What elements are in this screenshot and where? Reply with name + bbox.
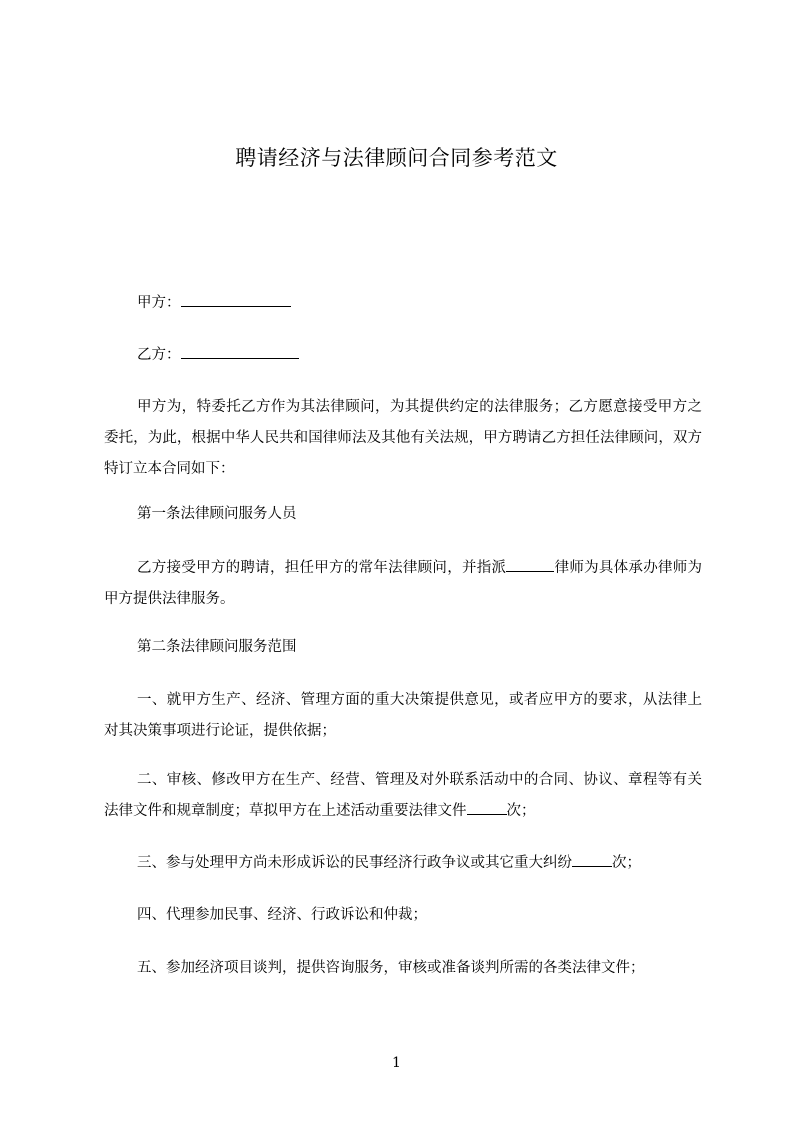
article2-item-2: [104, 765, 702, 827]
party-a-label: 甲方：: [137, 295, 181, 311]
article1-text-before: 乙方接受甲方的聘请，担任甲方的常年法律顾问，并指派: [137, 560, 507, 576]
party-a-blank: [181, 291, 291, 307]
article2-item-3: [137, 851, 641, 874]
article1-paragraph: [104, 553, 702, 615]
item3-count-blank: [572, 851, 612, 867]
article1-text-after: 律师为具体承办律师为甲方提供法律服务。: [104, 560, 703, 607]
article1-heading: 第一条法律顾问服务人员: [137, 506, 297, 522]
item2-text-after: 次；: [506, 803, 536, 819]
item3-text-before: 三、参与处理甲方尚未形成诉讼的民事经济行政争议或其它重大纠纷: [137, 855, 572, 871]
lawyer-name-blank: [506, 556, 554, 572]
party-a-line: [137, 291, 291, 314]
article2-item-1: 一、就甲方生产、经济、管理方面的重大决策提供意见，或者应甲方的要求，从法律上对其决策事项进行论证，提供依据；: [104, 692, 702, 739]
party-b-line: [137, 343, 299, 366]
party-b-blank: [181, 343, 299, 359]
intro-paragraph: 甲方为，特委托乙方作为其法律顾问，为其提供约定的法律服务；乙方愿意接受甲方之委托，为此，根据中华人民共和国律师法及其他有关法规，甲方聘请乙方担任法律顾问，双方特订立本合同如下：: [104, 399, 702, 477]
item2-text-before: 二、审核、修改甲方在生产、经营、管理及对外联系活动中的合同、协议、章程等有关法律文件和规章制度；草拟甲方在上述活动重要法律文件: [104, 772, 702, 819]
page-number: 1: [392, 1055, 401, 1071]
item3-text-after: 次；: [612, 855, 641, 871]
item2-count-blank: [467, 799, 507, 815]
article2-item-5: 五、参加经济项目谈判，提供咨询服务，审核或准备谈判所需的各类法律文件；: [137, 960, 645, 976]
article2-heading: 第二条法律顾问服务范围: [137, 639, 297, 655]
document-title: 聘请经济与法律顾问合同参考范文: [235, 146, 558, 170]
party-b-label: 乙方：: [137, 347, 181, 363]
article2-item-4: 四、代理参加民事、经济、行政诉讼和仲裁；: [137, 907, 427, 923]
